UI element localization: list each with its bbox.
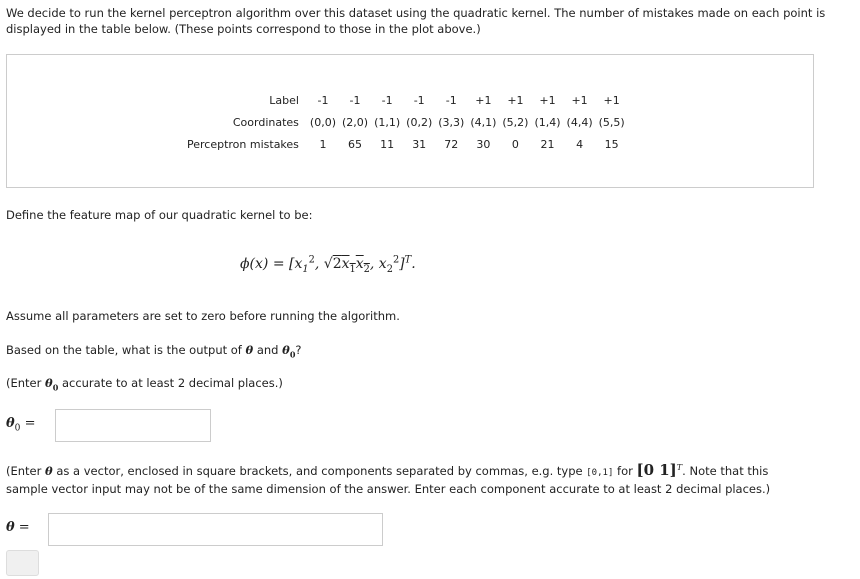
submit-button[interactable]	[6, 550, 39, 576]
table-cell: (1,4)	[534, 115, 561, 129]
table-row	[184, 111, 628, 133]
example-code: [0,1]	[586, 468, 614, 478]
table-cell: (2,0)	[342, 115, 369, 129]
table-cell: -1	[413, 93, 425, 107]
table-cell: +1	[507, 93, 524, 107]
row-header: Coordinates	[232, 115, 299, 129]
define-text: Define the feature map of our quadratic kernel to be:	[6, 208, 313, 222]
table-cell: 15	[604, 137, 619, 151]
theta0-symbol: $\theta_0$	[282, 343, 296, 360]
table-cell: (1,1)	[374, 115, 401, 129]
table-cell: 72	[444, 137, 459, 151]
table-cell: 1	[319, 137, 327, 151]
table-cell: 31	[412, 137, 427, 151]
theta-symbol: θ	[245, 343, 254, 357]
table-cell: -1	[445, 93, 457, 107]
table-cell: +1	[603, 93, 620, 107]
row-header: Label	[269, 93, 299, 107]
table-cell: -1	[381, 93, 393, 107]
table-cell: (3,3)	[438, 115, 465, 129]
theta0-symbol: $\theta_0$	[45, 376, 59, 393]
theta-symbol: θ	[45, 464, 53, 478]
table-row	[184, 133, 628, 155]
row-header: Perceptron mistakes	[187, 137, 299, 151]
table-cell: 30	[476, 137, 491, 151]
table-cell: 0	[511, 137, 519, 151]
table-cell: -1	[349, 93, 361, 107]
theta-label: θ =	[6, 520, 30, 535]
table-cell: +1	[539, 93, 556, 107]
table-cell: +1	[571, 93, 588, 107]
table-cell: 11	[380, 137, 395, 151]
mistakes-table-box	[6, 54, 814, 188]
theta-instruction: (Enter θ as a vector, enclosed in square brackets, and components separated by commas, e.g. type [0,1] for [0 1]$^T$. Note that this sample vector input may not be of the same dimension of the answer. Enter each component accurate to at least 2 decimal places.)	[6, 461, 771, 496]
table-cell: 65	[348, 137, 363, 151]
table-cell: (0,2)	[406, 115, 433, 129]
assume-text: Assume all parameters are set to zero before running the algorithm.	[6, 309, 400, 323]
theta-input[interactable]	[48, 513, 383, 546]
table-cell: (4,1)	[470, 115, 497, 129]
theta0-label: $\theta_0$ =	[6, 416, 36, 434]
table-cell: (4,4)	[566, 115, 593, 129]
question-text: Based on the table, what is the output of θ and $\theta_0$?	[6, 343, 302, 360]
intro-text: We decide to run the kernel perceptron algorithm over this dataset using the quadratic kernel. The number of mistakes made on each point is displayed in the table below. (These points correspond to those in the plot above.)	[6, 6, 826, 36]
table-cell: (5,5)	[598, 115, 625, 129]
theta0-input[interactable]	[55, 409, 211, 442]
example-vector: [0 1]	[636, 461, 677, 479]
mistakes-table	[184, 89, 628, 155]
table-cell: 21	[540, 137, 555, 151]
table-row	[184, 89, 628, 111]
table-cell: (5,2)	[502, 115, 529, 129]
table-cell: 4	[576, 137, 584, 151]
table-cell: -1	[317, 93, 329, 107]
table-cell: +1	[475, 93, 492, 107]
feature-map-formula: $\phi(x) = [x_1^2$, $√2x_1x_2$, $x_2^2]^T$.	[240, 254, 416, 275]
theta0-instruction: (Enter $\theta_0$ accurate to at least 2 decimal places.)	[6, 376, 283, 393]
table-cell: (0,0)	[309, 115, 336, 129]
